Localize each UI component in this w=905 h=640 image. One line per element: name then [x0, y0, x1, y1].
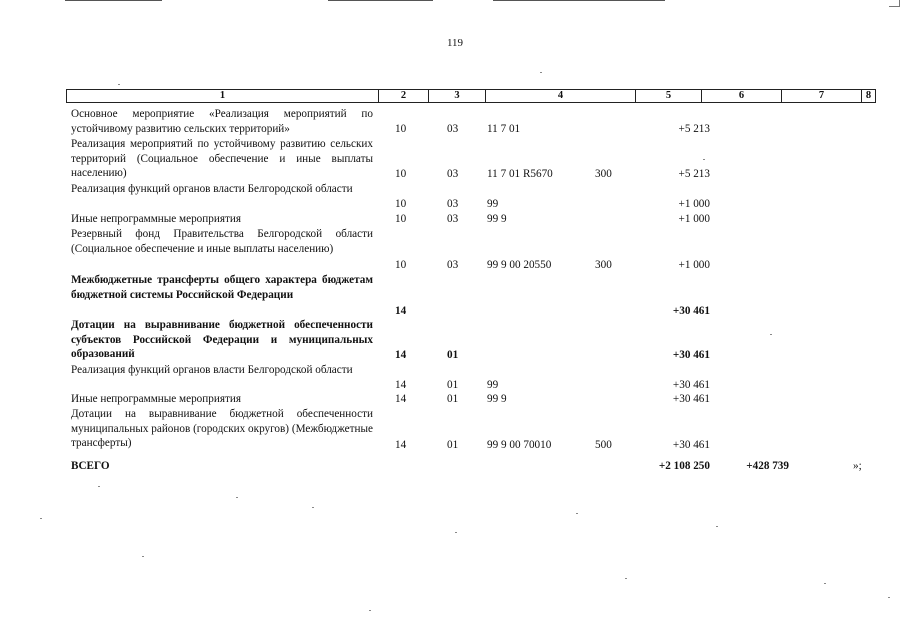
- table-row: [0, 407, 905, 452]
- row-section: 10: [395, 259, 407, 271]
- table-header: [66, 89, 876, 103]
- row-subsection: 01: [447, 349, 459, 361]
- scan-speck: [98, 486, 100, 487]
- row-expense-type: 300: [595, 168, 612, 180]
- row-section: 14: [395, 379, 407, 391]
- row-amount-col6: +30 461: [672, 393, 710, 405]
- top-rule: [328, 0, 433, 1]
- header-col-1: 1: [219, 90, 226, 101]
- row-description: Межбюджетные трансферты общего характера бюджетам бюджетной системы Российской Федерации: [71, 274, 373, 301]
- row-amount-col6: +1 000: [678, 198, 710, 210]
- scan-speck: [770, 334, 772, 335]
- table-row: [0, 137, 905, 182]
- row-subsection: 03: [447, 123, 459, 135]
- scan-speck: [40, 518, 42, 519]
- scan-speck: [576, 513, 578, 514]
- header-col-3: 3: [428, 90, 485, 102]
- row-description: Дотации на выравнивание бюджетной обеспеченности муниципальных районов (городских округов) (Межбюджетные трансферты): [71, 408, 373, 450]
- table-row: [0, 227, 905, 272]
- row-description: Иные непрограммные мероприятия: [71, 213, 242, 225]
- corner-mark: [889, 0, 900, 7]
- total-amount-col6: +2 108 250: [658, 460, 710, 472]
- page-number: 119: [446, 37, 464, 49]
- row-amount-col6: +5 213: [678, 168, 710, 180]
- row-subsection: 03: [447, 259, 459, 271]
- row-target-article: 11 7 01 R5670: [487, 168, 553, 180]
- row-target-article: 99 9: [487, 213, 507, 225]
- table-row: [0, 273, 905, 318]
- scan-speck: [142, 556, 144, 557]
- row-section: 14: [395, 349, 407, 361]
- row-description: Иные непрограммные мероприятия: [71, 393, 242, 405]
- closing-quote-mark: »;: [853, 460, 862, 472]
- row-target-article: 99: [487, 379, 499, 391]
- scan-speck: [540, 72, 542, 73]
- row-expense-type: 500: [595, 439, 612, 451]
- row-section: 10: [395, 168, 407, 180]
- row-target-article: 99 9: [487, 393, 507, 405]
- row-section: 10: [395, 198, 407, 210]
- top-rule: [65, 0, 162, 1]
- row-expense-type: 300: [595, 259, 612, 271]
- row-section: 10: [395, 213, 407, 225]
- scan-speck: [312, 507, 314, 508]
- scan-speck: [824, 583, 826, 584]
- row-amount-col6: +1 000: [678, 213, 710, 225]
- row-subsection: 03: [447, 198, 459, 210]
- row-amount-col6: +5 213: [678, 123, 710, 135]
- row-subsection: 01: [447, 439, 459, 451]
- row-section: 10: [395, 123, 407, 135]
- total-row: [0, 459, 905, 474]
- header-col-2: 2: [378, 90, 428, 102]
- row-subsection: 03: [447, 168, 459, 180]
- table-row: [0, 212, 905, 227]
- row-subsection: 03: [447, 213, 459, 225]
- scan-speck: [118, 84, 120, 85]
- row-description: Основное мероприятие «Реализация мероприятий по устойчивому развитию сельских территорий»: [71, 108, 373, 135]
- table-row: [0, 363, 905, 393]
- scan-speck: [369, 610, 371, 611]
- total-amount-col7: +428 739: [746, 460, 789, 472]
- top-rule: [493, 0, 665, 1]
- row-target-article: 99 9 00 70010: [487, 439, 552, 451]
- row-description: Дотации на выравнивание бюджетной обеспеченности субъектов Российской Федерации и муниципальных образований: [71, 319, 373, 361]
- row-section: 14: [395, 439, 407, 451]
- row-target-article: 99 9 00 20550: [487, 259, 552, 271]
- row-amount-col6: +30 461: [672, 349, 710, 361]
- table-row: [0, 182, 905, 212]
- scan-speck: [455, 532, 457, 533]
- row-target-article: 11 7 01: [487, 123, 521, 135]
- row-description: Реализация функций органов власти Белгородской области: [71, 183, 353, 195]
- header-col-7: 7: [781, 90, 861, 102]
- header-col-5: 5: [635, 90, 701, 102]
- row-amount-col6: +30 461: [672, 379, 710, 391]
- scan-speck: [625, 578, 627, 579]
- header-col-8: 8: [861, 90, 875, 102]
- row-section: 14: [395, 305, 407, 317]
- table-row: [0, 392, 905, 407]
- table-row: [0, 107, 905, 137]
- header-col-4: 4: [485, 90, 635, 102]
- scan-speck: [716, 526, 718, 527]
- row-description: Реализация функций органов власти Белгородской области: [71, 364, 353, 376]
- row-amount-col6: +30 461: [672, 305, 710, 317]
- scan-speck: [703, 159, 705, 160]
- row-section: 14: [395, 393, 407, 405]
- scan-speck: [888, 597, 890, 598]
- row-description: Резервный фонд Правительства Белгородской области (Социальное обеспечение и иные выплаты населению): [71, 228, 373, 255]
- total-label: ВСЕГО: [71, 460, 110, 472]
- row-target-article: 99: [487, 198, 499, 210]
- row-subsection: 01: [447, 379, 459, 391]
- scan-speck: [236, 497, 238, 498]
- header-col-6: 6: [701, 90, 781, 102]
- row-amount-col6: +1 000: [678, 259, 710, 271]
- row-subsection: 01: [447, 393, 459, 405]
- row-amount-col6: +30 461: [672, 439, 710, 451]
- row-description: Реализация мероприятий по устойчивому развитию сельских территорий (Социальное обеспечение и иные выплаты населению): [71, 138, 373, 180]
- table-row: [0, 318, 905, 363]
